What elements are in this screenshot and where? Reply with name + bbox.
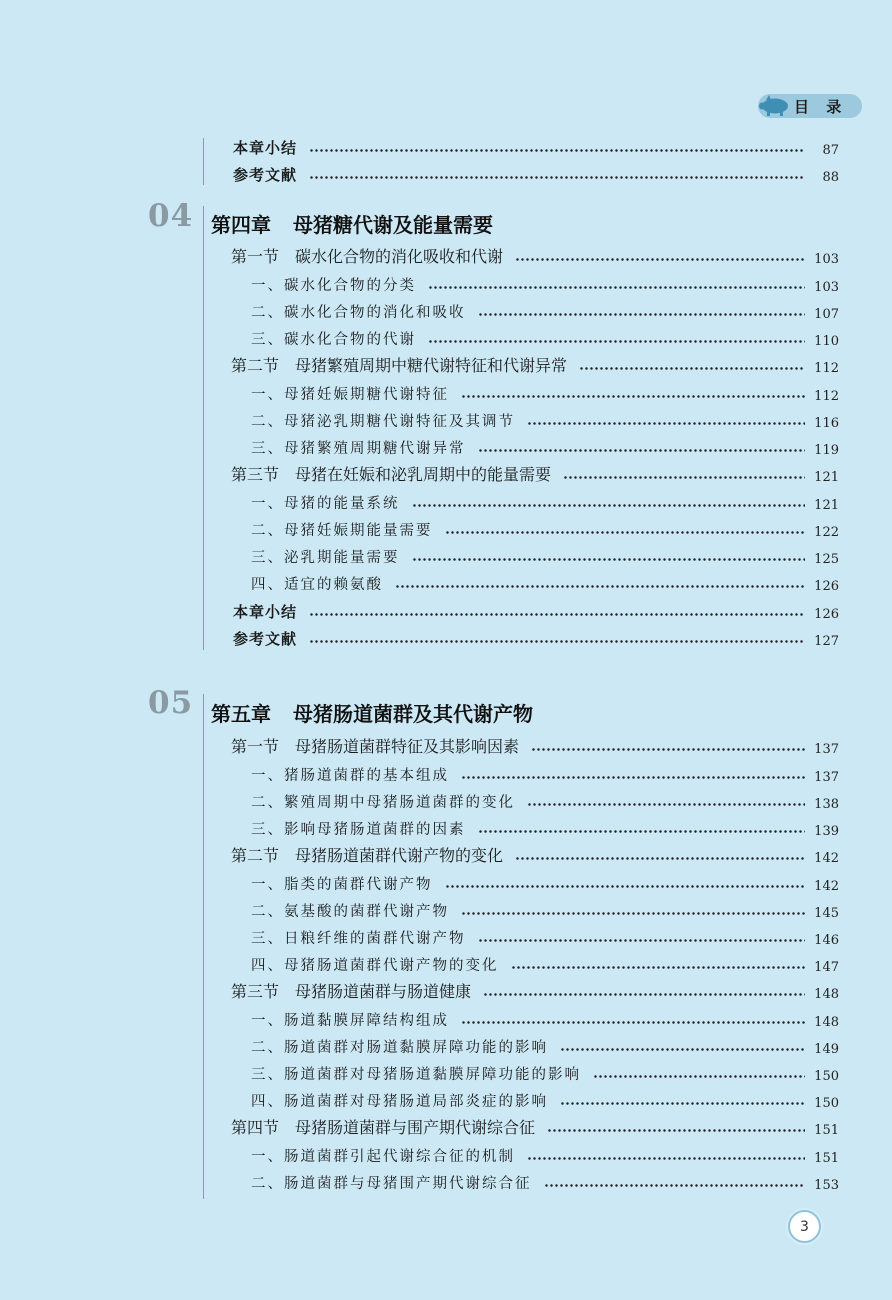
header-tab: [758, 94, 862, 118]
toc-section[interactable]: 第一节 母猪肠道菌群特征及其影响因素 137: [231, 737, 839, 757]
toc-subsection[interactable]: 三、碳水化合物的代谢 110: [251, 332, 839, 349]
toc-entry[interactable]: 参考文献 88: [233, 166, 839, 185]
divider-line-top: [203, 138, 204, 185]
toc-subsection[interactable]: 四、母猪肠道菌群代谢产物的变化 147: [251, 958, 839, 975]
toc-subsection[interactable]: 二、母猪泌乳期糖代谢特征及其调节 116: [251, 414, 839, 431]
toc-subsection[interactable]: 二、碳水化合物的消化和吸收 107: [251, 305, 839, 322]
toc-subsection[interactable]: 二、母猪妊娠期能量需要 122: [251, 523, 839, 540]
toc-subsection[interactable]: 四、肠道菌群对母猪肠道局部炎症的影响 150: [251, 1094, 839, 1111]
toc-entry[interactable]: 本章小结 87: [233, 139, 839, 158]
toc-subsection[interactable]: 四、适宜的赖氨酸 126: [251, 577, 839, 594]
toc-section[interactable]: 第四节 母猪肠道菌群与围产期代谢综合征 151: [231, 1118, 839, 1138]
toc-subsection[interactable]: 二、肠道菌群与母猪围产期代谢综合征 153: [251, 1176, 839, 1193]
toc-subsection[interactable]: 一、碳水化合物的分类 103: [251, 278, 839, 295]
toc-subsection[interactable]: 一、脂类的菌群代谢产物 142: [251, 877, 839, 894]
toc-subsection[interactable]: 一、猪肠道菌群的基本组成 137: [251, 768, 839, 785]
toc-subsection[interactable]: 一、肠道黏膜屏障结构组成 148: [251, 1013, 839, 1030]
toc-subsection[interactable]: 三、影响母猪肠道菌群的因素 139: [251, 822, 839, 839]
toc-section[interactable]: 第二节 母猪肠道菌群代谢产物的变化 142: [231, 846, 839, 866]
toc-entry[interactable]: 本章小结 126: [233, 603, 839, 622]
chapter-title[interactable]: 第四章 母猪糖代谢及能量需要: [211, 213, 493, 237]
toc-subsection[interactable]: 三、日粮纤维的菌群代谢产物 146: [251, 931, 839, 948]
toc-section[interactable]: 第二节 母猪繁殖周期中糖代谢特征和代谢异常 112: [231, 356, 839, 376]
header-title: 目 录: [794, 98, 848, 116]
chapter-title[interactable]: 第五章 母猪肠道菌群及其代谢产物: [211, 702, 533, 726]
toc-subsection[interactable]: 二、氨基酸的菌群代谢产物 145: [251, 904, 839, 921]
chapter-number: 05: [148, 685, 194, 721]
toc-subsection[interactable]: 三、母猪繁殖周期糖代谢异常 119: [251, 441, 839, 458]
toc-section[interactable]: 第三节 母猪在妊娠和泌乳周期中的能量需要 121: [231, 465, 839, 485]
toc-entry[interactable]: 参考文献 127: [233, 630, 839, 649]
toc-subsection[interactable]: 三、肠道菌群对母猪肠道黏膜屏障功能的影响 150: [251, 1067, 839, 1084]
pig-icon: [758, 94, 792, 118]
toc-subsection[interactable]: 二、肠道菌群对肠道黏膜屏障功能的影响 149: [251, 1040, 839, 1057]
toc-subsection[interactable]: 一、母猪妊娠期糖代谢特征 112: [251, 387, 839, 404]
divider-line-ch5: [203, 694, 204, 1199]
toc-section[interactable]: 第一节 碳水化合物的消化吸收和代谢 103: [231, 247, 839, 267]
toc-subsection[interactable]: 三、泌乳期能量需要 125: [251, 550, 839, 567]
divider-line-ch4: [203, 206, 204, 650]
chapter-number: 04: [148, 198, 194, 234]
toc-subsection[interactable]: 一、母猪的能量系统 121: [251, 496, 839, 513]
toc-section[interactable]: 第三节 母猪肠道菌群与肠道健康 148: [231, 982, 839, 1002]
toc-subsection[interactable]: 一、肠道菌群引起代谢综合征的机制 151: [251, 1149, 839, 1166]
page-number: 3: [788, 1210, 821, 1243]
toc-subsection[interactable]: 二、繁殖周期中母猪肠道菌群的变化 138: [251, 795, 839, 812]
